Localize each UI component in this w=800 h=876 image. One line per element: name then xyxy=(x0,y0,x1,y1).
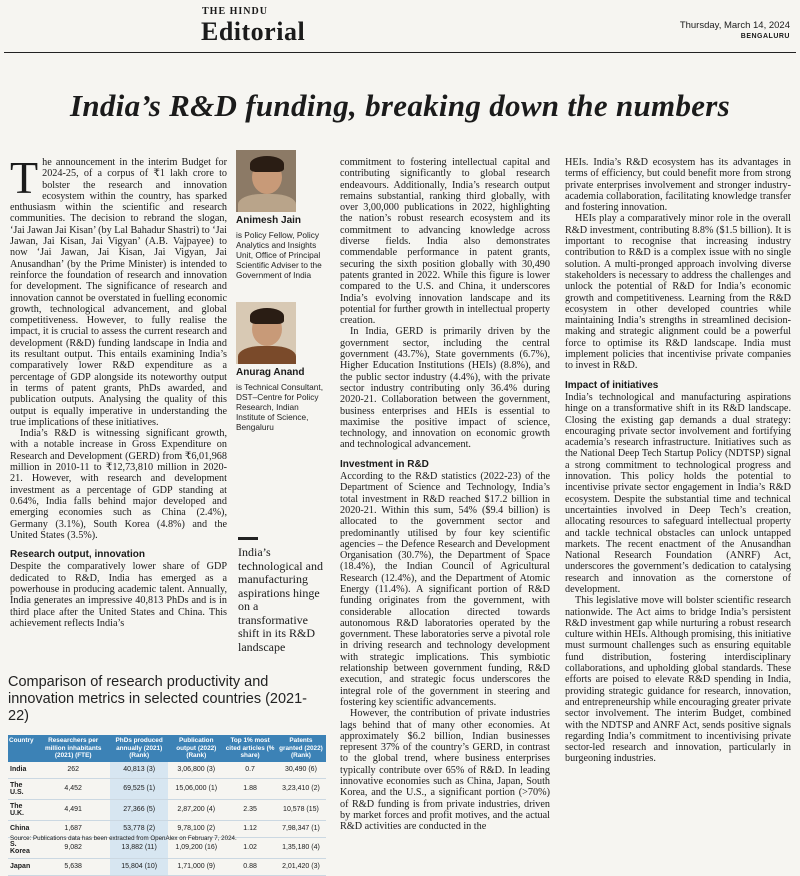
table-cell: 7,98,347 (1) xyxy=(276,820,326,837)
table-cell: The U.S. xyxy=(8,778,36,799)
table-cell: 4,491 xyxy=(36,799,110,820)
author-bio: is Policy Fellow, Policy Analytics and Insights Unit, Office of Principal Scientific Adviser to the Government of India xyxy=(236,230,322,280)
paragraph: In India, GERD is primarily driven by the government sector, including the central government (43.7%), State governments (6.7%), Higher Education Institutions (HEIs) (8.8%), and the public sector industry (4.4%), with the private sector industry contributing only 36.4% during 2020-21. Collaboration between the government, business enterprises and HEIs is essential to maximise the positive impact of science, technology, and innovation on economic growth and technological advancement. xyxy=(340,326,550,451)
paragraph: Despite the comparatively lower share of GDP dedicated to R&D, India has emerged as a powerhouse in producing academic talent. Annually, India generates an impressive 40,813 PhDs and is in third place after the United States and China. This achievement reflects India’s xyxy=(10,561,227,629)
paragraph: commitment to fostering intellectual capital and contributing significantly to global research endeavours. Additionally, India’s research output remains substantial, ranking third globally, with over 3,00,000 publications in 2022, highlighting the nation’s robust research ecosystem and its commitment to advancing knowledge across diverse fields. India also demonstrates commendable performance in patent grants, securing the sixth position globally with 30,490 patents granted in 2022. While this figure is lower compared to the U.S. and China, it underscores India’s evolving innovation landscape and its potential for further growth in intellectual property creation. xyxy=(340,157,550,327)
table-cell: 1.12 xyxy=(224,820,276,837)
author-bio: is Technical Consultant, DST–Centre for Policy Research, Indian Institute of Science, Bengaluru xyxy=(236,382,324,432)
table-cell: 40,813 (3) xyxy=(110,762,168,779)
column-2 xyxy=(340,157,550,833)
table-cell: 15,804 (10) xyxy=(110,858,168,875)
table-row xyxy=(8,762,326,779)
table-cell: 1.88 xyxy=(224,778,276,799)
column-1 xyxy=(10,152,227,629)
subheading: Impact of initiatives xyxy=(565,379,659,391)
column-3 xyxy=(565,157,791,765)
table-cell: 10,578 (15) xyxy=(276,799,326,820)
masthead-rule xyxy=(4,52,796,53)
table-cell: 13,882 (11) xyxy=(110,837,168,858)
table-row xyxy=(8,778,326,799)
table-cell: 53,778 (2) xyxy=(110,820,168,837)
table-cell: 1,09,200 (16) xyxy=(168,837,224,858)
edition-city: BENGALURU xyxy=(740,33,790,40)
table-cell: The U.K. xyxy=(8,799,36,820)
headline: India’s R&D funding, breaking down the numbers xyxy=(69,88,731,123)
table-title: Comparison of research productivity and innovation metrics in selected countries (2021-22) xyxy=(8,674,308,724)
table-header: Publication output (2022) (Rank) xyxy=(168,735,224,762)
table-cell: 1.02 xyxy=(224,837,276,858)
table-cell: 5,638 xyxy=(36,858,110,875)
table-cell: 3,06,800 (3) xyxy=(168,762,224,779)
pull-quote-text: India’s technological and manufacturing aspirations hinge on a transformative shift in its R&D landscape xyxy=(238,545,323,654)
subheading: Investment in R&D xyxy=(340,458,429,470)
paragraph: However, the contribution of private industries lags behind that of many other economies. At approximately $6.2 billion, Indian businesses represent 37% of the country’s GERD, in contrast to the global trend, where business enterprises typically contribute over 65% of R&D. In leading innovative economies such as China, Japan, South Korea, and the U.S., a significant portion (>70%) of R&D funding is from private industries, driven by market forces and profit motives, and the actual R&D activities are conducted in the xyxy=(340,708,550,833)
newspaper-name: THE HINDU xyxy=(202,6,268,17)
paragraph: he announcement in the interim Budget for 2024-25, of a corpus of ₹1 lakh crore to bolster the research and innovation ecosystem within the country, has sparked enthusiasm within the scientific and research communities. The decision to rebrand the slogan, ‘Jai Jawan Jai Kisan’ (by Lal Bahadur Shastri) to ‘Jai Jawan, Jai Kisan, Jai Vigyan’ (A.B. Vajpayee) to now ‘Jai Jawan, Jai Kisan, Jai Vigyan, Jai Anusandhan’ (by the Prime Minister) is intended to reinforce the foundation of research and innovation for development. The significance of research and innovation cannot be overstated in fuelling economic growth, technological advancement, and global competitiveness. However, to fully realise the impact, it is crucial to assess the current research and development (R&D) funding landscape in India and its resultant output. This entails examining India’s comparatively lower R&D expenditure as a percentage of GDP alongside its noteworthy output in terms of patent grants, PhDs awarded, and publication outputs. Analysing the quality of this output is equally imperative in understanding the true implications of these initiatives. xyxy=(10,157,227,428)
table-cell: 2,01,420 (3) xyxy=(276,858,326,875)
table-header: Top 1% most cited articles (% share) xyxy=(224,735,276,762)
table-cell: S. Korea xyxy=(8,837,36,858)
table-cell: 3,23,410 (2) xyxy=(276,778,326,799)
table-cell: China xyxy=(8,820,36,837)
issue-date: Thursday, March 14, 2024 xyxy=(679,20,790,31)
table-cell: 30,490 (6) xyxy=(276,762,326,779)
metrics-table xyxy=(8,735,326,876)
author-card xyxy=(236,302,328,432)
table-row xyxy=(8,799,326,820)
subheading: Research output, innovation xyxy=(10,549,146,561)
table-cell: 9,78,100 (2) xyxy=(168,820,224,837)
table-cell: 0.88 xyxy=(224,858,276,875)
author-card xyxy=(236,150,328,280)
table-cell: 262 xyxy=(36,762,110,779)
table-cell: 27,366 (5) xyxy=(110,799,168,820)
author-photo xyxy=(236,302,296,364)
table-cell: 1,35,180 (4) xyxy=(276,837,326,858)
table-header: PhDs produced annually (2021) (Rank) xyxy=(110,735,168,762)
author-name: Anurag Anand xyxy=(236,367,305,378)
table-header: Country xyxy=(8,735,36,762)
paragraph: India’s technological and manufacturing aspirations hinge on a transformative shift in its R&D landscape. Closing the existing gap demands a dual strategy: encouraging private sector involvement and fortifying academia’s research infrastructure. Initiatives such as the National Deep Tech Startup Policy (NDTSP) signal a strong commitment to technological progress and innovation. This policy holds the potential to incentivise private sector engagement in India’s R&D ecosystem. Despite the substantial time and technical uncertainties involved in Deep Tech’s creation, allocating resources to safeguard intellectual property and tackle technical obstacles can unlock untapped markets. The recent enactment of the Anusandhan National Research Foundation (ANRF) Act, underscores the government’s dedication to catalysing research and innovation as the cornerstone of development. xyxy=(565,391,791,595)
author-name: Animesh Jain xyxy=(236,215,302,226)
paragraph: This legislative move will bolster scientific research nationwide. The Act aims to bridge India’s persistent R&D investment gap while nurturing a robust research culture within HEIs. Although promising, this initiative must surmount challenges such as ensuring equitable fund distribution, fostering interdisciplinary collaborations, and upholding global standards. These efforts are poised to elevate R&D spending in India, providing strategic guidance for research, innovation, and entrepreneurship while encouraging greater private sector involvement. The interim Budget, combined with the NDTSP and ANRF Act, sends positive signals regarding India’s commitment to incentivising private sector-led research and innovation, particularly in burgeoning industries. xyxy=(565,595,791,765)
table-cell: 69,525 (1) xyxy=(110,778,168,799)
pull-quote xyxy=(238,537,330,654)
dateline xyxy=(680,20,790,42)
table-cell: 9,082 xyxy=(36,837,110,858)
table-cell: 15,06,000 (1) xyxy=(168,778,224,799)
table-cell: Japan xyxy=(8,858,36,875)
table-header: Patents granted (2022) (Rank) xyxy=(276,735,326,762)
table-cell: 0.7 xyxy=(224,762,276,779)
table-row xyxy=(8,858,326,875)
paragraph: India’s R&D is witnessing significant growth, with a notable increase in Gross Expenditure on Research and Development (GERD) from ₹6,01,968 million in 2010-11 to ₹12,73,810 million in 2020-21. However, with research and development investment as a percentage of GDP standing at 0.64%, India falls behind major developed and emerging economies such as China (2.4%), Germany (3.1%), South Korea (4.8%) and the United States (3.5%). xyxy=(10,428,227,541)
author-photo xyxy=(236,150,296,212)
paragraph: According to the R&D statistics (2022-23) of the Department of Science and Technology, India’s total investment in R&D reached $17.2 billion in 2020-21. Within this sum, 54% ($9.4 billion) is allocated to the government sector and predominantly utilised by four key scientific agencies – the Defence Research and Development Organisation (30.7%), the Department of Space (18.4%), the Indian Council of Agricultural Research (12.4%), and the Department of Atomic Energy (11.4%). A significant portion of R&D funding originates from the government, with considerable allocation directed towards autonomous R&D laboratories operated by the government. These laboratories serve a pivotal role in driving research and technology development with strategic implications. This symbiotic relationship between government funding, R&D execution, and strategic focus underscores the integral role of the government in steering and fostering key scientific advancements. xyxy=(340,471,550,708)
table-cell: 1,687 xyxy=(36,820,110,837)
table-cell: 1,71,000 (9) xyxy=(168,858,224,875)
section-title: Editorial xyxy=(201,17,306,46)
paragraph: HEIs play a comparatively minor role in the overall R&D investment, contributing 8.8% ($1.5 billion). It is important to recognise that increasing industry contribution to R&D is a complex issue with no single solution. A multi-pronged approach involving diverse stakeholders is necessary to address the challenges and unlock the potential of R&D for India’s economic growth and competitiveness. Learning from the R&D ecosystem in other developed countries while maintaining India’s strengths in streamlined decision-making and strategic alignment could be a powerful force to optimise its R&D landscape. India must implement policies that incentivise private companies to invest in R&D. xyxy=(565,213,791,372)
table-cell: 4,452 xyxy=(36,778,110,799)
drop-cap: T xyxy=(10,152,39,203)
table-cell: India xyxy=(8,762,36,779)
paragraph: HEIs. India’s R&D ecosystem has its advantages in terms of efficiency, but could benefit more from strong private enterprises involvement and stronger industry-academia collaboration, facilitating knowledge transfer and fostering innovation. xyxy=(565,157,791,214)
pull-quote-bar xyxy=(238,537,258,540)
table-cell: 2.35 xyxy=(224,799,276,820)
table-header-row xyxy=(8,735,326,762)
table-cell: 2,87,200 (4) xyxy=(168,799,224,820)
table-source: Source: Publications data has been extracted from OpenAlex on February 7, 2024. xyxy=(10,835,237,842)
table-header: Researchers per million inhabitants (2021) (FTE) xyxy=(36,735,110,762)
